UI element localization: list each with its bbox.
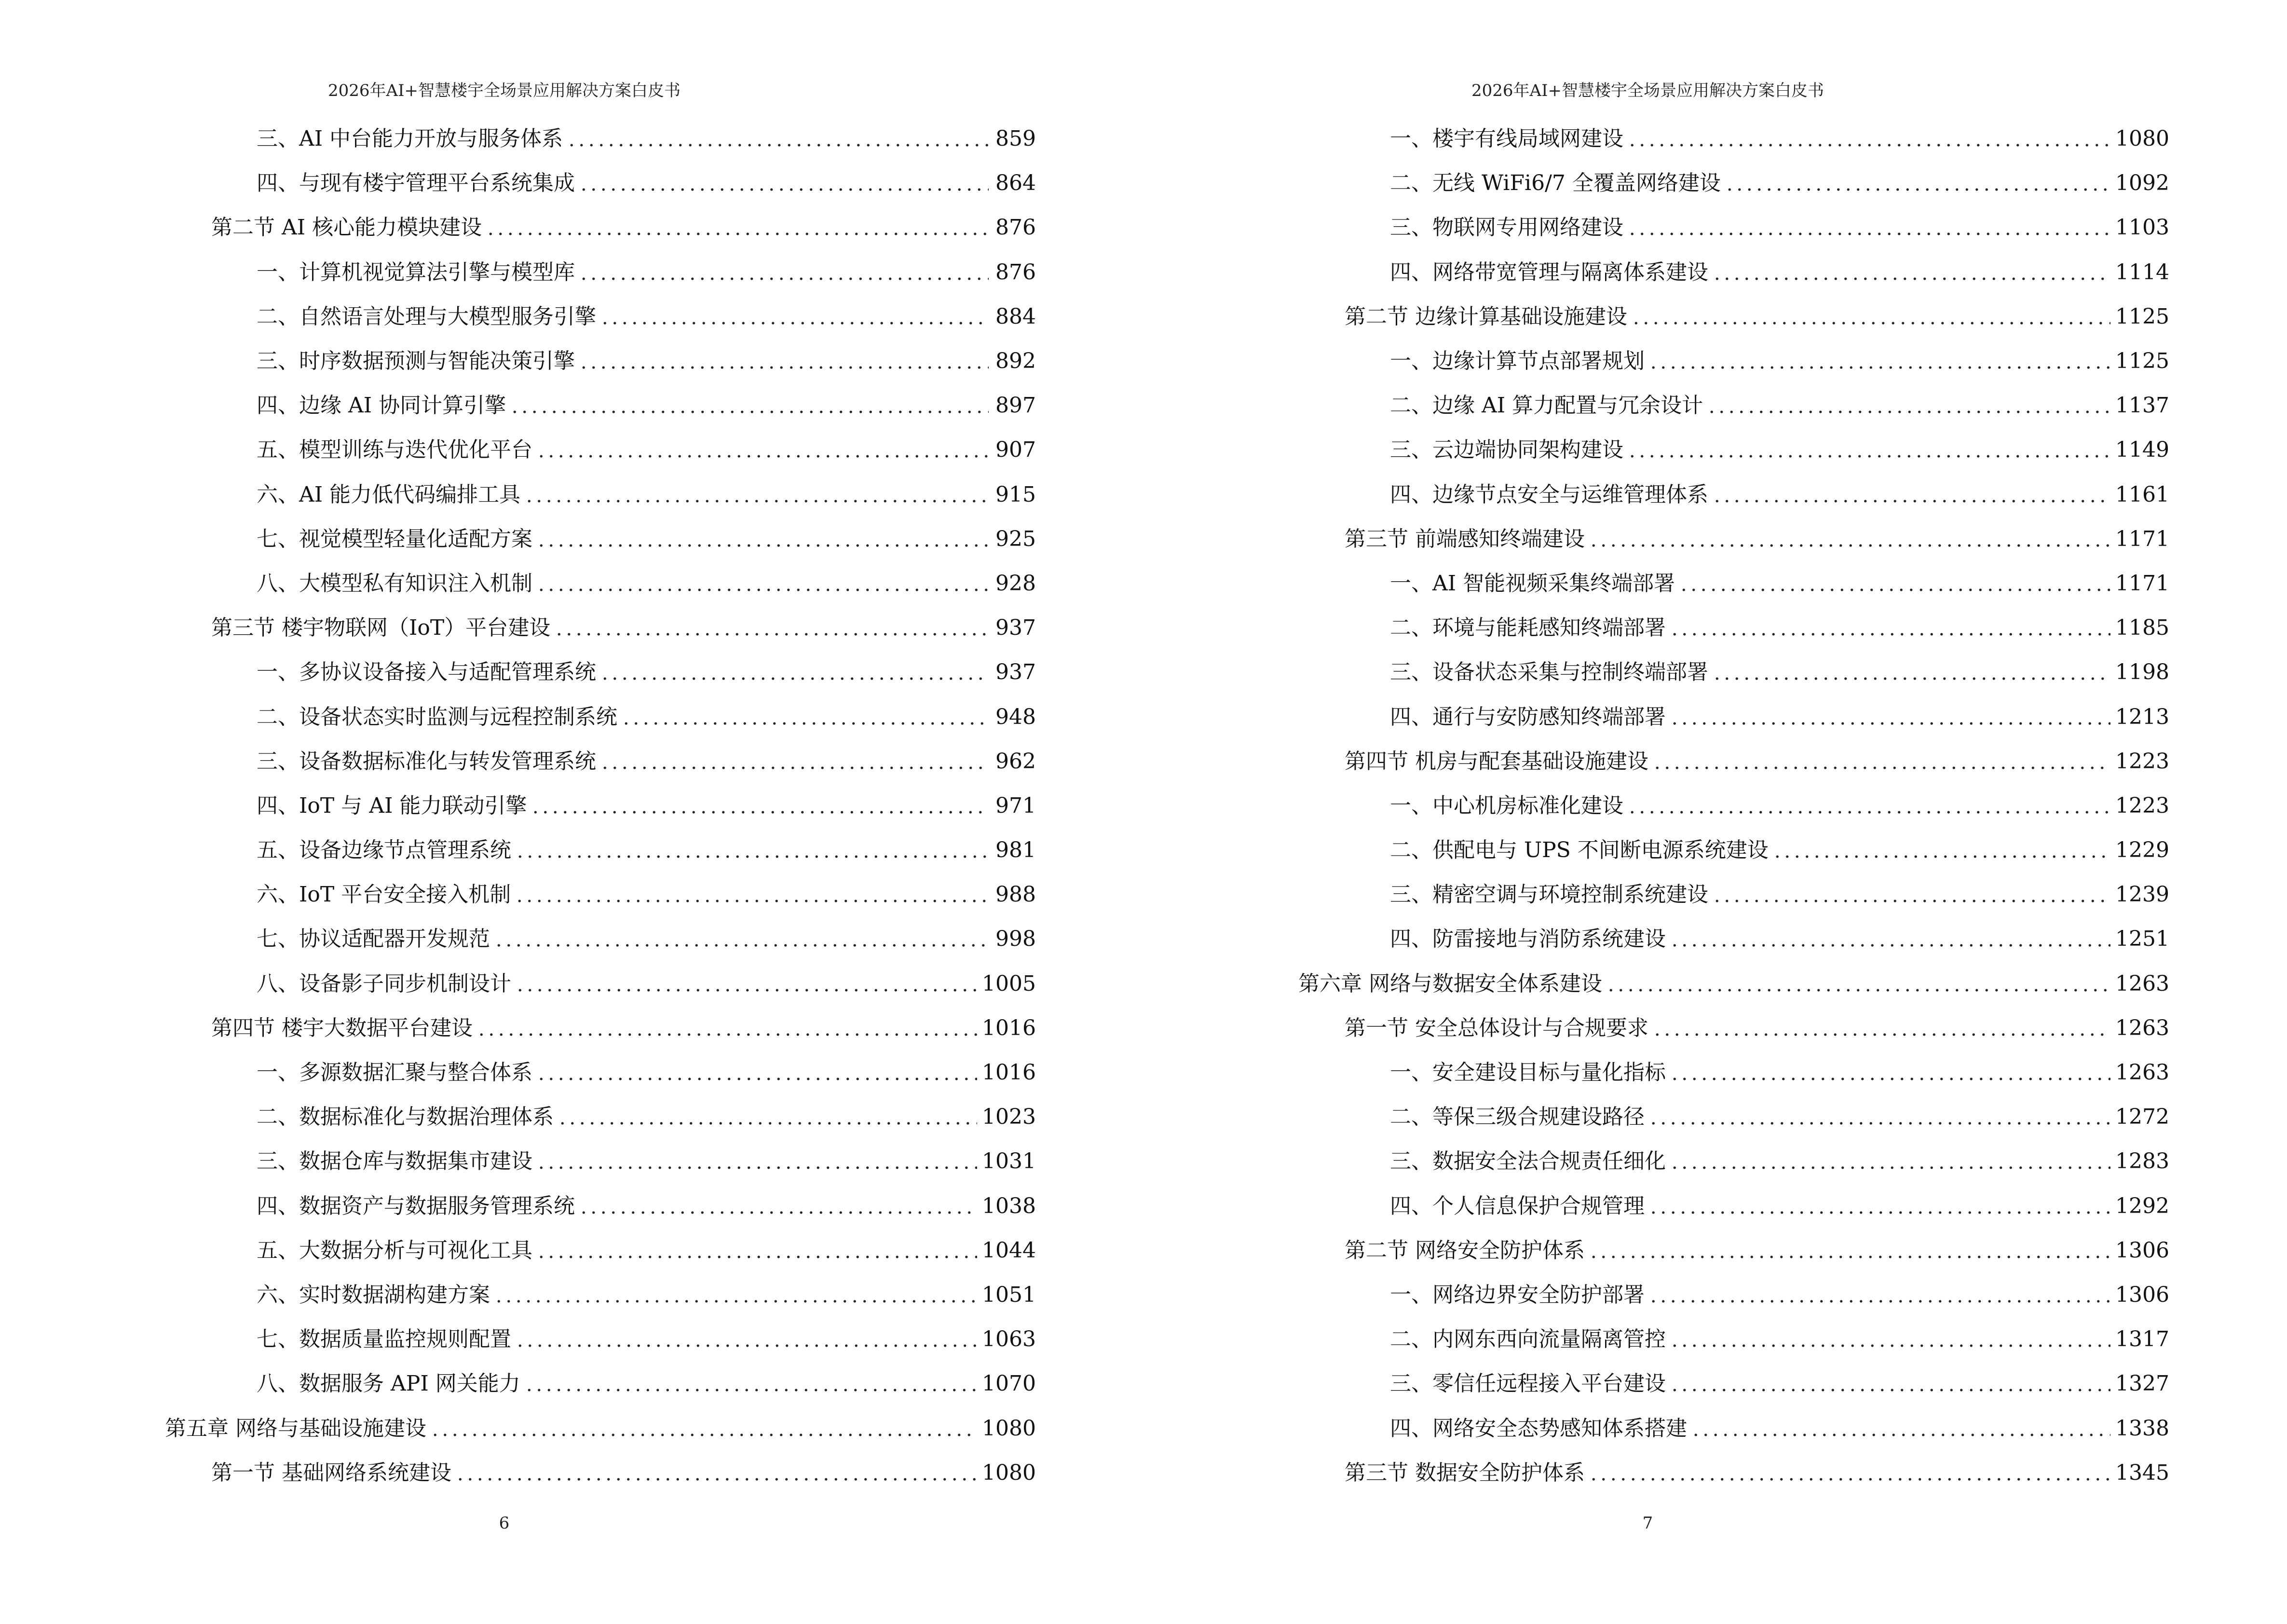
- toc-entry-page: 1306: [2115, 1238, 2169, 1263]
- toc-entry-title: 五、大数据分析与可视化工具: [257, 1238, 532, 1263]
- toc-entry-title: 七、视觉模型轻量化适配方案: [257, 526, 532, 551]
- toc-entry-item[interactable]: [165, 1362, 1036, 1406]
- toc-entry-item[interactable]: [1298, 250, 2169, 295]
- dot-leader: [515, 973, 977, 995]
- toc-entry-section[interactable]: [165, 1006, 1036, 1051]
- toc-entry-item[interactable]: [165, 739, 1036, 784]
- dot-leader: [510, 395, 989, 416]
- toc-entry-title: 第一节 基础网络系统建设: [211, 1460, 451, 1485]
- toc-entry-item[interactable]: [165, 561, 1036, 606]
- dot-leader: [515, 884, 989, 905]
- toc-entry-page: 1070: [982, 1371, 1036, 1396]
- toc-entry-page: 1198: [2115, 660, 2169, 685]
- toc-entry-page: 915: [995, 482, 1036, 507]
- toc-entry-page: 1031: [982, 1149, 1036, 1174]
- toc-entry-title: 二、环境与能耗感知终端部署: [1390, 615, 1666, 641]
- toc-entry-page: 892: [995, 349, 1036, 374]
- toc-entry-item[interactable]: [1298, 606, 2169, 650]
- running-header: 2026年AI+智慧楼宇全场景应用解决方案白皮书: [1471, 81, 1824, 100]
- toc-entry-title: 三、AI 中台能力开放与服务体系: [257, 126, 563, 151]
- toc-entry-item[interactable]: [165, 1317, 1036, 1362]
- toc-entry-item[interactable]: [1298, 695, 2169, 739]
- toc-entry-title: 三、数据安全法合规责任细化: [1390, 1149, 1666, 1174]
- toc-entry-page: 1171: [2115, 571, 2169, 596]
- toc-entry-page: 859: [995, 126, 1036, 151]
- toc-list: [165, 117, 1036, 1495]
- toc-entry-title: 八、数据服务 API 网关能力: [257, 1371, 520, 1396]
- dot-leader: [1670, 1329, 2110, 1350]
- toc-entry-title: 二、内网东西向流量隔离管控: [1390, 1327, 1666, 1352]
- toc-entry-title: 一、楼宇有线局域网建设: [1390, 126, 1623, 151]
- toc-entry-page: 981: [995, 838, 1036, 863]
- dot-leader: [1652, 751, 2110, 772]
- toc-entry-page: 897: [995, 393, 1036, 418]
- dot-leader: [1670, 707, 2110, 728]
- toc-entry-item[interactable]: [1298, 1051, 2169, 1095]
- dot-leader: [1589, 1462, 2110, 1484]
- toc-entry-title: 二、设备状态实时监测与远程控制系统: [257, 704, 617, 729]
- toc-entry-page: 1251: [2115, 927, 2169, 952]
- toc-entry-title: 六、实时数据湖构建方案: [257, 1282, 490, 1307]
- toc-entry-page: 864: [995, 171, 1036, 196]
- dot-leader: [1712, 662, 2110, 683]
- toc-entry-title: 一、网络边界安全防护部署: [1390, 1282, 1645, 1307]
- dot-leader: [1707, 395, 2110, 416]
- toc-entry-item[interactable]: [1298, 828, 2169, 873]
- toc-entry-title: 四、网络带宽管理与隔离体系建设: [1390, 259, 1708, 285]
- toc-entry-title: 第五章 网络与基础设施建设: [165, 1416, 426, 1441]
- toc-entry-section[interactable]: [1298, 739, 2169, 784]
- toc-entry-title: 四、边缘节点安全与运维管理体系: [1390, 482, 1708, 507]
- toc-entry-item[interactable]: [1298, 1362, 2169, 1406]
- toc-entry-page: 1103: [2115, 215, 2169, 240]
- dot-leader: [1679, 573, 2110, 594]
- toc-entry-page: 1051: [982, 1282, 1036, 1307]
- toc-entry-chapter[interactable]: [1298, 962, 2169, 1006]
- toc-entry-page: 962: [995, 749, 1036, 774]
- toc-entry-title: 三、零信任远程接入平台建设: [1390, 1371, 1666, 1396]
- toc-entry-item[interactable]: [1298, 561, 2169, 606]
- toc-entry-page: 1161: [2115, 482, 2169, 507]
- dot-leader: [430, 1418, 977, 1439]
- toc-entry-section[interactable]: [1298, 295, 2169, 339]
- dot-leader: [515, 840, 989, 861]
- toc-entry-item[interactable]: [165, 962, 1036, 1006]
- toc-entry-title: 第一节 安全总体设计与合规要求: [1345, 1015, 1648, 1040]
- dot-leader: [1652, 1018, 2110, 1039]
- toc-entry-item[interactable]: [1298, 1095, 2169, 1139]
- toc-entry-item[interactable]: [1298, 205, 2169, 250]
- toc-entry-page: 1016: [982, 1015, 1036, 1040]
- toc-entry-title: 二、数据标准化与数据治理体系: [257, 1105, 554, 1130]
- dot-leader: [1627, 128, 2110, 150]
- toc-entry-page: 928: [995, 571, 1036, 596]
- toc-entry-title: 一、中心机房标准化建设: [1390, 793, 1623, 818]
- toc-entry-page: 1125: [2115, 349, 2169, 374]
- toc-entry-page: 1229: [2115, 838, 2169, 863]
- dot-leader: [476, 1018, 977, 1039]
- toc-entry-item[interactable]: [165, 1051, 1036, 1095]
- toc-entry-item[interactable]: [165, 828, 1036, 873]
- toc-entry-item[interactable]: [165, 873, 1036, 917]
- dot-leader: [455, 1462, 977, 1484]
- toc-entry-item[interactable]: [165, 161, 1036, 205]
- toc-entry-item[interactable]: [165, 473, 1036, 517]
- toc-entry-page: 1345: [2115, 1460, 2169, 1485]
- toc-entry-title: 一、AI 智能视频采集终端部署: [1390, 571, 1675, 596]
- dot-leader: [579, 262, 989, 283]
- dot-leader: [579, 351, 989, 372]
- toc-entry-title: 第四节 机房与配套基础设施建设: [1345, 749, 1648, 774]
- toc-entry-title: 五、设备边缘节点管理系统: [257, 838, 511, 863]
- toc-entry-item[interactable]: [1298, 917, 2169, 961]
- toc-entry-page: 1092: [2115, 171, 2169, 196]
- toc-entry-item[interactable]: [1298, 1184, 2169, 1228]
- dot-leader: [1670, 617, 2110, 639]
- toc-entry-page: 876: [995, 215, 1036, 240]
- page-number: 7: [1642, 1514, 1653, 1533]
- toc-entry-item[interactable]: [165, 517, 1036, 561]
- dot-leader: [1627, 439, 2110, 461]
- toc-entry-page: 937: [995, 660, 1036, 685]
- toc-entry-page: 1306: [2115, 1282, 2169, 1307]
- toc-entry-title: 八、设备影子同步机制设计: [257, 971, 511, 996]
- toc-entry-page: 1223: [2115, 749, 2169, 774]
- dot-leader: [524, 1373, 977, 1394]
- toc-entry-section[interactable]: [165, 1451, 1036, 1495]
- toc-entry-page: 1114: [2115, 259, 2169, 285]
- toc-entry-page: 907: [995, 437, 1036, 463]
- dot-leader: [536, 573, 989, 594]
- toc-entry-title: 二、供配电与 UPS 不间断电源系统建设: [1390, 838, 1769, 863]
- toc-entry-item[interactable]: [165, 917, 1036, 961]
- toc-entry-title: 三、云边端协同架构建设: [1390, 437, 1623, 463]
- dot-leader: [621, 707, 989, 728]
- toc-entry-page: 948: [995, 704, 1036, 729]
- toc-entry-section[interactable]: [165, 606, 1036, 650]
- toc-entry-item[interactable]: [165, 1228, 1036, 1273]
- toc-entry-item[interactable]: [165, 650, 1036, 695]
- dot-leader: [524, 484, 989, 505]
- toc-entry-item[interactable]: [165, 784, 1036, 828]
- toc-entry-page: 1317: [2115, 1327, 2169, 1352]
- toc-entry-page: 1263: [2115, 971, 2169, 996]
- toc-entry-item[interactable]: [1298, 428, 2169, 472]
- toc-entry-section[interactable]: [165, 205, 1036, 250]
- dot-leader: [1648, 1106, 2110, 1128]
- toc-entry-item[interactable]: [165, 1095, 1036, 1139]
- toc-entry-title: 八、大模型私有知识注入机制: [257, 571, 532, 596]
- dot-leader: [494, 1284, 977, 1306]
- toc-entry-page: 1263: [2115, 1060, 2169, 1085]
- dot-leader: [1670, 1151, 2110, 1172]
- toc-entry-page: 1327: [2115, 1371, 2169, 1396]
- dot-leader: [1589, 1240, 2110, 1261]
- toc-entry-title: 三、设备数据标准化与转发管理系统: [257, 749, 596, 774]
- toc-entry-title: 七、数据质量监控规则配置: [257, 1327, 511, 1352]
- dot-leader: [600, 662, 989, 683]
- toc-entry-item[interactable]: [165, 695, 1036, 739]
- toc-entry-title: 二、等保三级合规建设路径: [1390, 1105, 1645, 1130]
- toc-entry-item[interactable]: [1298, 383, 2169, 428]
- toc-entry-page: 937: [995, 615, 1036, 641]
- toc-entry-title: 二、无线 WiFi6/7 全覆盖网络建设: [1390, 171, 1721, 196]
- dot-leader: [1606, 973, 2110, 995]
- toc-entry-page: 925: [995, 526, 1036, 551]
- dot-leader: [531, 795, 989, 817]
- dot-leader: [1712, 262, 2110, 283]
- dot-leader: [536, 529, 989, 550]
- toc-entry-item[interactable]: [165, 1139, 1036, 1184]
- toc-entry-title: 三、精密空调与环境控制系统建设: [1390, 882, 1708, 907]
- toc-entry-item[interactable]: [165, 295, 1036, 339]
- toc-entry-title: 一、计算机视觉算法引擎与模型库: [257, 259, 575, 285]
- toc-entry-page: 1239: [2115, 882, 2169, 907]
- dot-leader: [1648, 351, 2110, 372]
- toc-entry-title: 四、与现有楼宇管理平台系统集成: [257, 171, 575, 196]
- toc-entry-page: 876: [995, 259, 1036, 285]
- toc-entry-title: 二、自然语言处理与大模型服务引擎: [257, 304, 596, 329]
- toc-entry-page: 1063: [982, 1327, 1036, 1352]
- toc-entry-item[interactable]: [165, 339, 1036, 383]
- toc-entry-item[interactable]: [165, 1273, 1036, 1317]
- dot-leader: [1670, 1373, 2110, 1394]
- toc-entry-page: 1137: [2115, 393, 2169, 418]
- toc-entry-title: 一、安全建设目标与量化指标: [1390, 1060, 1666, 1085]
- toc-entry-title: 第二节 边缘计算基础设施建设: [1345, 304, 1627, 329]
- dot-leader: [1712, 884, 2110, 905]
- dot-leader: [536, 1062, 977, 1083]
- right-page: [1144, 0, 2287, 1624]
- toc-entry-item[interactable]: [1298, 650, 2169, 695]
- toc-entry-page: 1213: [2115, 704, 2169, 729]
- toc-entry-section[interactable]: [1298, 1006, 2169, 1051]
- toc-entry-item[interactable]: [165, 428, 1036, 472]
- toc-entry-title: 一、边缘计算节点部署规划: [1390, 349, 1645, 374]
- toc-entry-title: 第二节 网络安全防护体系: [1345, 1238, 1585, 1263]
- toc-entry-page: 1223: [2115, 793, 2169, 818]
- toc-entry-title: 第六章 网络与数据安全体系建设: [1298, 971, 1602, 996]
- toc-entry-item[interactable]: [1298, 873, 2169, 917]
- toc-entry-item[interactable]: [1298, 1273, 2169, 1317]
- toc-entry-item[interactable]: [1298, 784, 2169, 828]
- toc-entry-page: 1263: [2115, 1015, 2169, 1040]
- toc-entry-page: 1283: [2115, 1149, 2169, 1174]
- toc-entry-title: 第二节 AI 核心能力模块建设: [211, 215, 482, 240]
- dot-leader: [515, 1329, 977, 1350]
- page-number: 6: [499, 1514, 510, 1533]
- dot-leader: [1772, 840, 2110, 861]
- toc-entry-item[interactable]: [1298, 339, 2169, 383]
- dot-leader: [536, 1151, 977, 1172]
- dot-leader: [579, 1196, 977, 1217]
- toc-entry-item[interactable]: [165, 250, 1036, 295]
- toc-entry-page: 1338: [2115, 1416, 2169, 1441]
- toc-entry-page: 1016: [982, 1060, 1036, 1085]
- dot-leader: [536, 1240, 977, 1261]
- toc-entry-title: 一、多协议设备接入与适配管理系统: [257, 660, 596, 685]
- toc-entry-item[interactable]: [1298, 161, 2169, 205]
- toc-entry-page: 1185: [2115, 615, 2169, 641]
- dot-leader: [536, 439, 989, 461]
- dot-leader: [1648, 1196, 2110, 1217]
- dot-leader: [494, 928, 989, 950]
- toc-entry-page: 1044: [982, 1238, 1036, 1263]
- toc-entry-page: 988: [995, 882, 1036, 907]
- dot-leader: [1691, 1418, 2110, 1439]
- toc-entry-page: 1038: [982, 1193, 1036, 1218]
- dot-leader: [1712, 484, 2110, 505]
- dot-leader: [1725, 173, 2110, 194]
- dot-leader: [1670, 1062, 2110, 1083]
- toc-entry-title: 第四节 楼宇大数据平台建设: [211, 1015, 473, 1040]
- toc-entry-title: 三、时序数据预测与智能决策引擎: [257, 349, 575, 374]
- toc-entry-item[interactable]: [1298, 117, 2169, 161]
- toc-entry-title: 四、边缘 AI 协同计算引擎: [257, 393, 506, 418]
- toc-entry-title: 一、多源数据汇聚与整合体系: [257, 1060, 532, 1085]
- toc-entry-page: 1292: [2115, 1193, 2169, 1218]
- toc-entry-page: 1005: [982, 971, 1036, 996]
- toc-entry-section[interactable]: [1298, 1451, 2169, 1495]
- toc-entry-page: 1080: [982, 1460, 1036, 1485]
- toc-entry-item[interactable]: [165, 1184, 1036, 1228]
- toc-entry-item[interactable]: [1298, 1139, 2169, 1184]
- toc-entry-title: 五、模型训练与迭代优化平台: [257, 437, 532, 463]
- toc-entry-title: 第三节 前端感知终端建设: [1345, 526, 1585, 551]
- toc-entry-item[interactable]: [165, 117, 1036, 161]
- running-header: 2026年AI+智慧楼宇全场景应用解决方案白皮书: [328, 81, 681, 100]
- toc-entry-page: 1125: [2115, 304, 2169, 329]
- dot-leader: [486, 217, 989, 238]
- toc-entry-item[interactable]: [1298, 473, 2169, 517]
- toc-entry-title: 四、网络安全态势感知体系搭建: [1390, 1416, 1687, 1441]
- toc-entry-title: 四、IoT 与 AI 能力联动引擎: [257, 793, 527, 818]
- toc-entry-page: 1149: [2115, 437, 2169, 463]
- toc-entry-section[interactable]: [1298, 1228, 2169, 1273]
- toc-entry-item[interactable]: [1298, 1406, 2169, 1450]
- toc-entry-page: 1272: [2115, 1105, 2169, 1130]
- toc-list: [1298, 117, 2169, 1495]
- dot-leader: [567, 128, 989, 150]
- dot-leader: [600, 306, 989, 328]
- dot-leader: [1627, 795, 2110, 817]
- toc-entry-title: 第三节 数据安全防护体系: [1345, 1460, 1585, 1485]
- toc-entry-title: 六、IoT 平台安全接入机制: [257, 882, 511, 907]
- toc-entry-section[interactable]: [1298, 517, 2169, 561]
- toc-entry-title: 六、AI 能力低代码编排工具: [257, 482, 521, 507]
- toc-entry-title: 四、数据资产与数据服务管理系统: [257, 1193, 575, 1218]
- dot-leader: [1670, 928, 2110, 950]
- toc-entry-title: 四、通行与安防感知终端部署: [1390, 704, 1666, 729]
- toc-entry-title: 四、防雷接地与消防系统建设: [1390, 927, 1666, 952]
- toc-entry-item[interactable]: [1298, 1317, 2169, 1362]
- toc-entry-page: 1080: [982, 1416, 1036, 1441]
- toc-entry-title: 三、设备状态采集与控制终端部署: [1390, 660, 1708, 685]
- toc-entry-item[interactable]: [165, 383, 1036, 428]
- toc-entry-title: 第三节 楼宇物联网（IoT）平台建设: [211, 615, 551, 641]
- toc-entry-page: 1023: [982, 1105, 1036, 1130]
- toc-entry-title: 三、物联网专用网络建设: [1390, 215, 1623, 240]
- dot-leader: [579, 173, 989, 194]
- toc-entry-page: 1080: [2115, 126, 2169, 151]
- toc-entry-title: 三、数据仓库与数据集市建设: [257, 1149, 532, 1174]
- toc-entry-title: 二、边缘 AI 算力配置与冗余设计: [1390, 393, 1703, 418]
- toc-entry-page: 998: [995, 927, 1036, 952]
- toc-entry-chapter[interactable]: [165, 1406, 1036, 1450]
- dot-leader: [1627, 217, 2110, 238]
- dot-leader: [1631, 306, 2110, 328]
- dot-leader: [1589, 529, 2110, 550]
- dot-leader: [554, 617, 989, 639]
- toc-entry-title: 四、个人信息保护合规管理: [1390, 1193, 1645, 1218]
- dot-leader: [600, 751, 989, 772]
- dot-leader: [558, 1106, 977, 1128]
- toc-entry-page: 1171: [2115, 526, 2169, 551]
- toc-entry-title: 七、协议适配器开发规范: [257, 927, 490, 952]
- toc-entry-page: 884: [995, 304, 1036, 329]
- toc-entry-page: 971: [995, 793, 1036, 818]
- dot-leader: [1648, 1284, 2110, 1306]
